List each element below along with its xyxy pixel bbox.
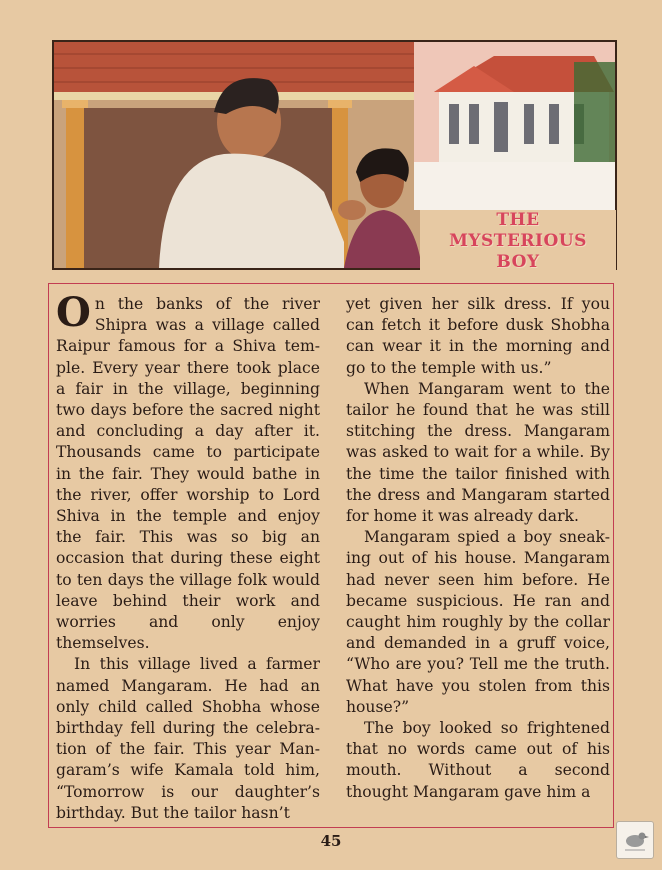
- title-line: BOY: [496, 252, 540, 272]
- paragraph-text: n the banks of the river Shipra was a village called Raipur famous for a Shiva tem-ple. Every year there took place a fair in the village, beginning two days before the sacred night and concluding a day after it. Thousands came to participate in the fair. They would bathe in the river, offer worship to Lord Shiva in the temple and enjoy the fair. This was so big an occasion that during these eight to ten days the village folk would leave behind their work and worries and only enjoy themselves.: [56, 295, 320, 653]
- paragraph: Mangaram spied a boy sneak-ing out of his house. Mangaram had never seen him before. He became suspicious. He ran and caught him roughly by the collar and demanded in a gruff voice, “Who are you? Tell me the truth. What have you stolen from this house?”: [346, 528, 610, 716]
- drop-cap: O: [56, 289, 91, 336]
- paragraph: yet given her silk dress. If you can fetch it before dusk Shobha can wear it in the morning and go to the temple with us.”: [346, 295, 610, 377]
- story-title: [420, 210, 616, 270]
- left-column: [56, 289, 320, 824]
- title-line: MYSTERIOUS: [449, 231, 587, 251]
- story-text-frame: [48, 283, 614, 828]
- paragraph: [56, 289, 320, 654]
- paragraph: When Mangaram went to the tailor he found that he was still stitching the dress. Mangaram was asked to wait for a while. By the time the tailor finished with the dress and Mangaram started for home it was already dark.: [346, 379, 610, 526]
- title-line: THE: [496, 210, 540, 230]
- paragraph: The boy looked so frightened that no words came out of his mouth. Without a second thought Mangaram gave him a: [346, 719, 610, 801]
- logo-stamp: [616, 821, 654, 859]
- right-column: [346, 294, 610, 803]
- paragraph: In this village lived a farmer named Mangaram. He had an only child called Shobha whose birthday fell during the celebra-tion of the fair. This year Man-garam’s wife Kamala told him, “Tomorrow is our daughter’s birthday. But the tailor hasn’t: [56, 655, 320, 822]
- page-number: 45: [320, 832, 342, 850]
- bird-logo-icon: [617, 822, 653, 858]
